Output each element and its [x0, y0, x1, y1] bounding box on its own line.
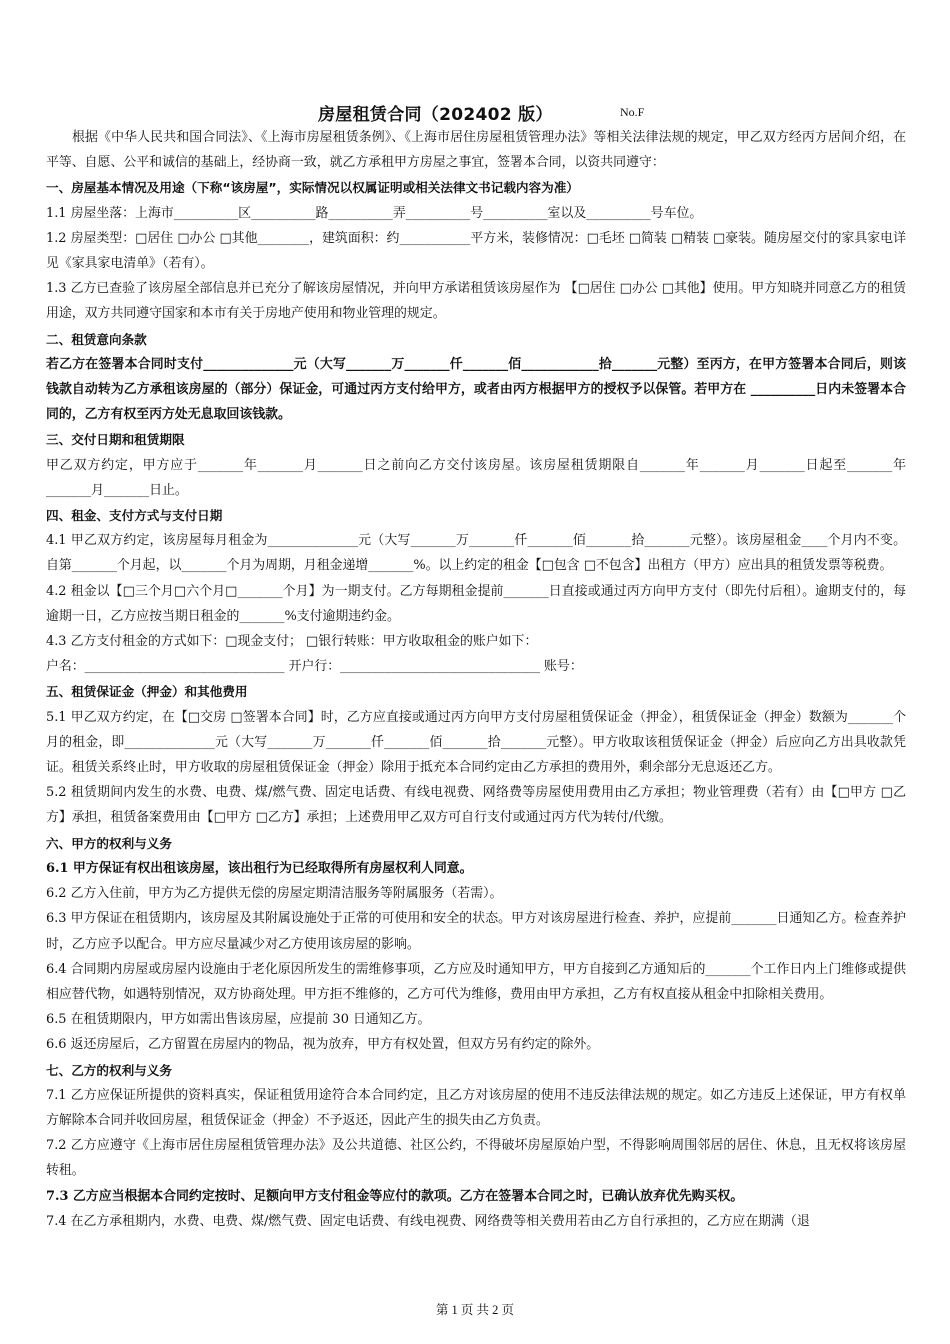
section-heading: 七、乙方的权利与义务	[46, 1062, 172, 1078]
contract-paragraph: 甲乙双方约定，甲方应于_______年_______月_______日之前向乙方交付该房屋。该房屋租赁期限自_______年_______月_______日起至_______年_______月_______日止。	[46, 457, 906, 498]
contract-paragraph: 6.1 甲方保证有权出租该房屋，该出租行为已经取得所有房屋权利人同意。	[46, 860, 473, 876]
document-title: 房屋租赁合同（202402 版）	[318, 105, 553, 125]
contract-paragraph: 6.2 乙方入住前，甲方为乙方提供无偿的房屋定期清洁服务等附属服务（若需）。	[46, 886, 503, 902]
section-heading: 四、租金、支付方式与支付日期	[46, 508, 223, 524]
contract-paragraph: 6.6 返还房屋后，乙方留置在房屋内的物品，视为放弃，甲方有权处置，但双方另有约定的除外。	[46, 1037, 600, 1053]
contract-paragraph: 7.2 乙方应遵守《上海市居住房屋租赁管理办法》及公共道德、社区公约，不得破坏房屋原始户型，不得影响周围邻居的居住、休息，且无权将该房屋转租。	[46, 1138, 906, 1179]
contract-paragraph: 7.4 在乙方承租期内，水费、电费、煤/燃气费、固定电话费、有线电视费、网络费等相关费用若由乙方自行承担的，乙方应在期满（退	[46, 1213, 810, 1229]
contract-paragraph: 7.3 乙方应当根据本合同约定按时、足额向甲方支付租金等应付的款项。乙方在签署本合同之时，已确认放弃优先购买权。	[46, 1188, 744, 1204]
title-row	[0, 100, 950, 124]
contract-number-label: No.F	[620, 105, 645, 119]
contract-paragraph: 根据《中华人民共和国合同法》、《上海市房屋租赁条例》、《上海市居住房屋租赁管理办法》等相关法律法规的规定，甲乙双方经丙方居间介绍，在平等、自愿、公平和诚信的基础上，经协商一致，就乙方承租甲方房屋之事宜，签署本合同，以资共同遵守：	[46, 130, 906, 171]
contract-paragraph: 7.1 乙方应保证所提供的资料真实，保证租赁用途符合本合同约定，且乙方对该房屋的使用不违反法律法规的规定。如乙方违反上述保证，甲方有权单方解除本合同并收回房屋，租赁保证金（押金）不予返还，因此产生的损失由乙方负责。	[46, 1087, 906, 1128]
section-heading: 一、房屋基本情况及用途（下称“该房屋”，实际情况以权属证明或相关法律文书记载内容为准）	[46, 180, 579, 196]
section-heading: 五、租赁保证金（押金）和其他费用	[46, 684, 248, 700]
contract-body	[46, 125, 906, 1234]
contract-paragraph: 1.2 房屋类型：□居住 □办公 □其他________，建筑面积：约___________平方米，装修情况：□毛坯 □简装 □精装 □豪装。随房屋交付的家具家电详见《家具家电清单》（若有）。	[46, 230, 906, 272]
section-heading: 六、甲方的权利与义务	[46, 835, 172, 851]
contract-paragraph: 户名：_______________________________ 开户行：_______________________________ 账号：	[46, 659, 583, 675]
contract-paragraph: 1.3 乙方已查验了该房屋全部信息并已充分了解该房屋情况，并向甲方承诺租赁该房屋作为 【□居住 □办公 □其他】使用。甲方知晓并同意乙方的租赁用途，双方共同遵守国家和本市有关于房地产使用和物业管理的规定。	[46, 281, 906, 322]
section-heading: 二、租赁意向条款	[46, 331, 147, 347]
contract-paragraph: 4.1 甲乙双方约定，该房屋每月租金为______________元（大写_______万_______仟_______佰_______拾_______元整）。该房屋租金____个月内不变。自第_______个月起，以_______个月为周期，月租金递增_______%。以上约定的租金【□包含 □不包含】出租方（甲方）应出具的租赁发票等税费。	[46, 533, 906, 574]
page-footer: 第 1 页 共 2 页	[435, 1303, 515, 1317]
contract-paragraph: 5.1 甲乙双方约定，在【□交房 □签署本合同】时，乙方应直接或通过丙方向甲方支付房屋租赁保证金（押金），租赁保证金（押金）数额为_______个月的租金，即______________元（大写_______万_______仟_______佰_______拾_______元整）。甲方收取该租赁保证金（押金）后应向乙方出具收款凭证。租赁关系终止时，甲方收取的房屋租赁保证金（押金）除用于抵充本合同约定由乙方承担的费用外，剩余部分无息返还乙方。	[46, 709, 907, 776]
section-heading: 三、交付日期和租赁期限	[46, 432, 185, 448]
contract-paragraph: 4.3 乙方支付租金的方式如下：□现金支付； □银行转账：甲方收取租金的账户如下：	[46, 634, 538, 650]
contract-paragraph: 若乙方在签署本合同时支付______________元（大写_______万_______仟_______佰____________拾_______元整）至丙方，在甲方签署本合同后，则该钱款自动转为乙方承租该房屋的（部分）保证金，可通过丙方支付给甲方，或者由丙方根据甲方的授权予以保管。若甲方在 __________日内未签署本合同的，乙方有权至丙方处无息取回该钱款。	[46, 356, 906, 423]
contract-paragraph: 1.1 房屋坐落：上海市__________区__________路__________弄__________号__________室以及__________号车位。	[46, 205, 703, 221]
contract-paragraph: 5.2 租赁期间内发生的水费、电费、煤/燃气费、固定电话费、有线电视费、网络费等房屋使用费用由乙方承担；物业管理费（若有）由【□甲方 □乙方】承担，租赁备案费用由【□甲方 □乙方】承担；上述费用甲乙双方可自行支付或通过丙方代为转付/代缴。	[46, 785, 906, 826]
contract-paragraph: 6.5 在租赁期限内，甲方如需出售该房屋，应提前 30 日通知乙方。	[46, 1012, 431, 1028]
contract-paragraph: 6.4 合同期内房屋或房屋内设施由于老化原因所发生的需维修事项，乙方应及时通知甲方，甲方自接到乙方通知后的_______个工作日内上门维修或提供相应替代物，如遇特别情况，双方协商处理。甲方拒不维修的，乙方可代为维修，费用由甲方承担，乙方有权直接从租金中扣除相关费用。	[46, 961, 906, 1002]
contract-paragraph: 4.2 租金以【□三个月□六个月□_______个月】为一期支付。乙方每期租金提前_______日直接或通过丙方向甲方支付（即先付后租）。逾期支付的，每逾期一日，乙方应按当期日租金的_______%支付逾期违约金。	[46, 583, 906, 624]
contract-paragraph: 6.3 甲方保证在租赁期内，该房屋及其附属设施处于正常的可使用和安全的状态。甲方对该房屋进行检查、养护，应提前_______日通知乙方。检查养护时，乙方应予以配合。甲方应尽量减少对乙方使用该房屋的影响。	[46, 911, 906, 952]
